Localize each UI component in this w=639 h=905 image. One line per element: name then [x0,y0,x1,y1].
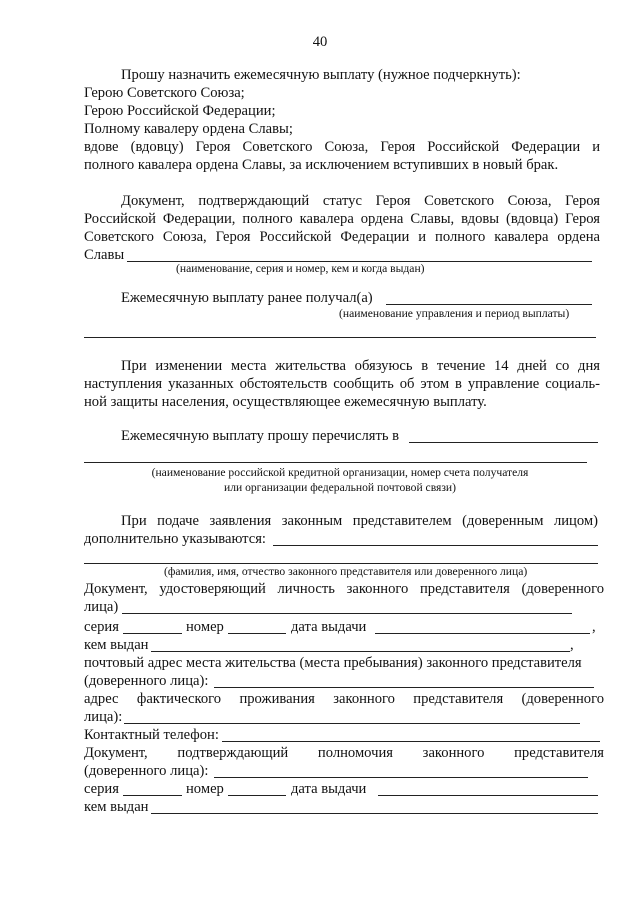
representative-line-2: дополнительно указываются: [84,531,266,547]
rep-authority-line-1: Документ, подтверждающий полномочия законного представителя [84,745,604,761]
rep-series-label: серия [84,619,119,635]
previous-payment-label: Ежемесячную выплату ранее получал(а) [121,290,373,306]
representative-field[interactable] [273,545,598,546]
status-doc-line-3: Советского Союза, Героя Российской Федерации и полного кавалера ордена [84,229,600,245]
rep-number-2-field[interactable] [228,795,286,796]
rep-number-field[interactable] [228,633,286,634]
rep-actual-line-2: лица): [84,709,123,725]
residence-change-line-3: ной защиты населения, осуществляющее ежемесячную выплату. [84,394,487,410]
option-hero-rf[interactable]: Герою Российской Федерации; [84,103,276,119]
rep-series-2-field[interactable] [123,795,182,796]
status-doc-line-2: Российской Федерации, полного кавалера ордена Славы, вдовы (вдовца) Героя [84,211,600,227]
rep-issue-date-2-label: дата выдачи [291,781,367,797]
rep-issue-date-2-field[interactable] [378,795,598,796]
status-doc-line-4: Славы [84,247,125,263]
rep-phone-label: Контактный телефон: [84,727,219,743]
rep-series-field[interactable] [123,633,182,634]
rep-issued-by-2-field[interactable] [151,813,598,814]
transfer-field[interactable] [409,442,598,443]
payment-request-intro: Прошу назначить ежемесячную выплату (нужное подчеркнуть): [121,67,521,83]
previous-payment-field[interactable] [386,304,592,305]
rep-phone-field[interactable] [222,741,600,742]
rep-number-2-label: номер [186,781,224,797]
rep-number-label: номер [186,619,224,635]
rep-id-doc-line-1: Документ, удостоверяющий личность законного представителя (доверенного [84,581,604,597]
status-doc-caption: (наименование, серия и номер, кем и когда выдан) [176,262,425,275]
transfer-field-2[interactable] [84,462,587,463]
rep-issued-by-field[interactable] [151,651,570,652]
option-glory-order[interactable]: Полному кавалеру ордена Славы; [84,121,293,137]
rep-id-doc-field[interactable] [122,613,572,614]
rep-issued-by-label: кем выдан [84,637,149,653]
rep-issue-date-field[interactable] [375,633,590,634]
rep-series-2-label: серия [84,781,119,797]
rep-issue-date-comma: , [592,619,596,635]
rep-authority-field[interactable] [214,777,588,778]
transfer-caption-2: или организации федеральной почтовой связи) [224,481,456,494]
rep-actual-field[interactable] [124,723,580,724]
option-hero-ussr[interactable]: Герою Советского Союза; [84,85,245,101]
page-number: 40 [312,34,328,50]
rep-actual-line-1: адрес фактического проживания законного представителя (доверенного [84,691,604,707]
transfer-caption-1: (наименование российской кредитной организации, номер счета получателя [151,466,529,479]
option-widow-line-1[interactable]: вдове (вдовцу) Героя Советского Союза, Героя Российской Федерации и [84,139,600,155]
representative-line-1: При подаче заявления законным представителем (доверенным лицом) [121,513,598,529]
residence-change-line-2: наступления указанных обстоятельств сообщить об этом в управление социаль- [84,376,600,392]
rep-postal-line-2: (доверенного лица): [84,673,209,689]
status-doc-line-1: Документ, подтверждающий статус Героя Советского Союза, Героя [121,193,600,209]
rep-id-doc-line-2: лица) [84,599,119,615]
residence-change-line-1: При изменении места жительства обязуюсь в течение 14 дней со дня [121,358,600,374]
rep-postal-field[interactable] [214,687,594,688]
rep-authority-line-2: (доверенного лица): [84,763,209,779]
transfer-label: Ежемесячную выплату прошу перечислять в [121,428,400,444]
representative-name-field[interactable] [84,563,598,564]
rep-issued-by-2-label: кем выдан [84,799,149,815]
rep-issue-date-label: дата выдачи [291,619,367,635]
representative-name-caption: (фамилия, имя, отчество законного представителя или доверенного лица) [164,565,528,578]
rep-postal-line-1: почтовый адрес места жительства (места пребывания) законного представителя [84,655,582,671]
previous-payment-caption: (наименование управления и период выплаты) [339,307,570,320]
previous-payment-field-2[interactable] [84,337,596,338]
rep-issued-by-comma: , [570,637,574,653]
option-widow-line-2[interactable]: полного кавалера ордена Славы, за исключением вступивших в новый брак. [84,157,559,173]
